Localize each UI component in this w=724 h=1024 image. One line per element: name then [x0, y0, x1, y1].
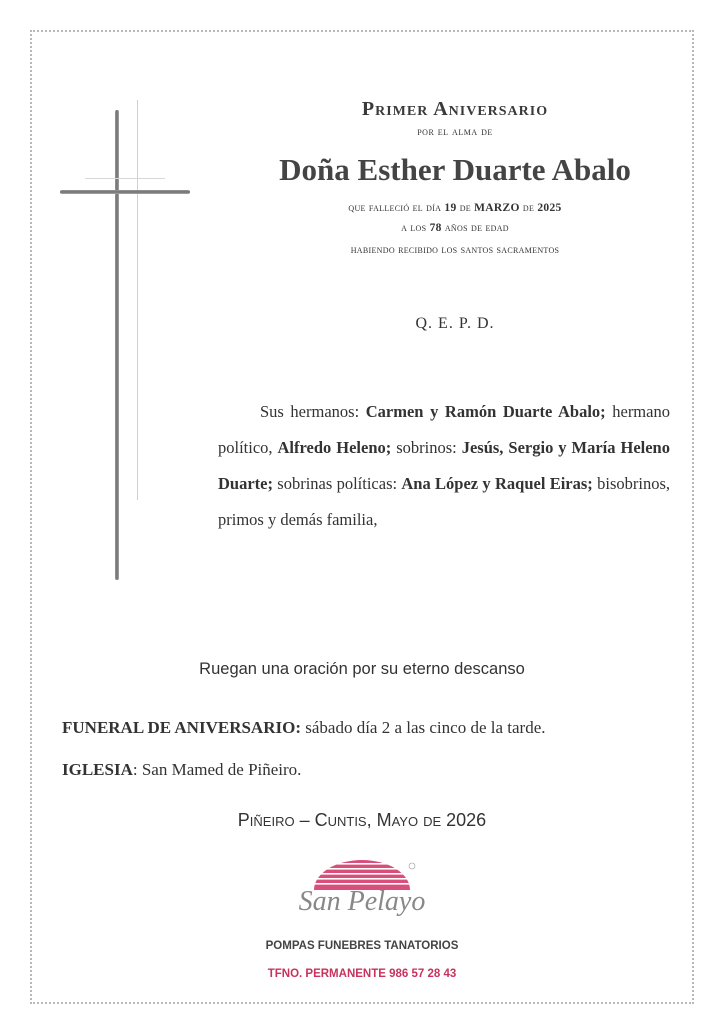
church-text: : San Mamed de Piñeiro. [132, 760, 302, 779]
age-suffix: años de edad [441, 222, 509, 234]
sacraments-line: habiendo recibido los santos sacramentos [350, 244, 560, 256]
family-nephews: Jesús, Sergio y María Heleno Duarte; [218, 438, 670, 493]
church-label: IGLESIA [62, 760, 133, 779]
prayer-request: Ruegan una oración por su eterno descanso [199, 660, 525, 678]
funeral-info [62, 718, 546, 738]
family-text-4: sobrinas políticas: [272, 474, 402, 493]
family-paragraph [218, 394, 670, 538]
died-de-2: de [519, 202, 538, 214]
death-month: MARZO [474, 202, 520, 214]
family-text-3: sobrinos: [391, 438, 462, 457]
death-year: 2025 [537, 202, 562, 214]
funeral-label: FUNERAL DE ANIVERSARIO: [62, 718, 301, 737]
death-day: 19 [444, 202, 457, 214]
age-line [220, 222, 690, 234]
died-de-1: de [456, 202, 475, 214]
death-date-line [220, 202, 690, 214]
family-brother-in-law: Alfredo Heleno; [277, 438, 392, 457]
qepd: Q. E. P. D. [415, 315, 495, 332]
company-logo-text: San Pelayo [298, 886, 426, 917]
anniversary-title: Primer Aniversario [361, 98, 549, 120]
family-nieces-in-law: Ana López y Raquel Eiras; [401, 474, 593, 493]
family-siblings: Carmen y Ramón Duarte Abalo; [365, 402, 606, 421]
family-text-1: Sus hermanos: [260, 402, 366, 421]
deceased-name: Doña Esther Duarte Abalo [279, 152, 631, 187]
family-text-5: bisobrinos, primos y demás familia, [218, 474, 670, 529]
funeral-text: sábado día 2 a las cinco de la tarde. [300, 718, 546, 737]
place-date: Piñeiro – Cuntis, Mayo de 2026 [237, 810, 487, 830]
age-value: 78 [429, 222, 442, 234]
dedication-line: por el alma de [417, 124, 493, 138]
company-services: POMPAS FUNEBRES TANATORIOS [265, 940, 459, 952]
age-prefix: a los [401, 222, 430, 234]
family-text-2: hermano político, [218, 402, 670, 457]
company-phone: TFNO. PERMANENTE 986 57 28 43 [267, 968, 457, 980]
church-info [62, 760, 301, 780]
died-prefix: que falleció el día [348, 202, 445, 214]
